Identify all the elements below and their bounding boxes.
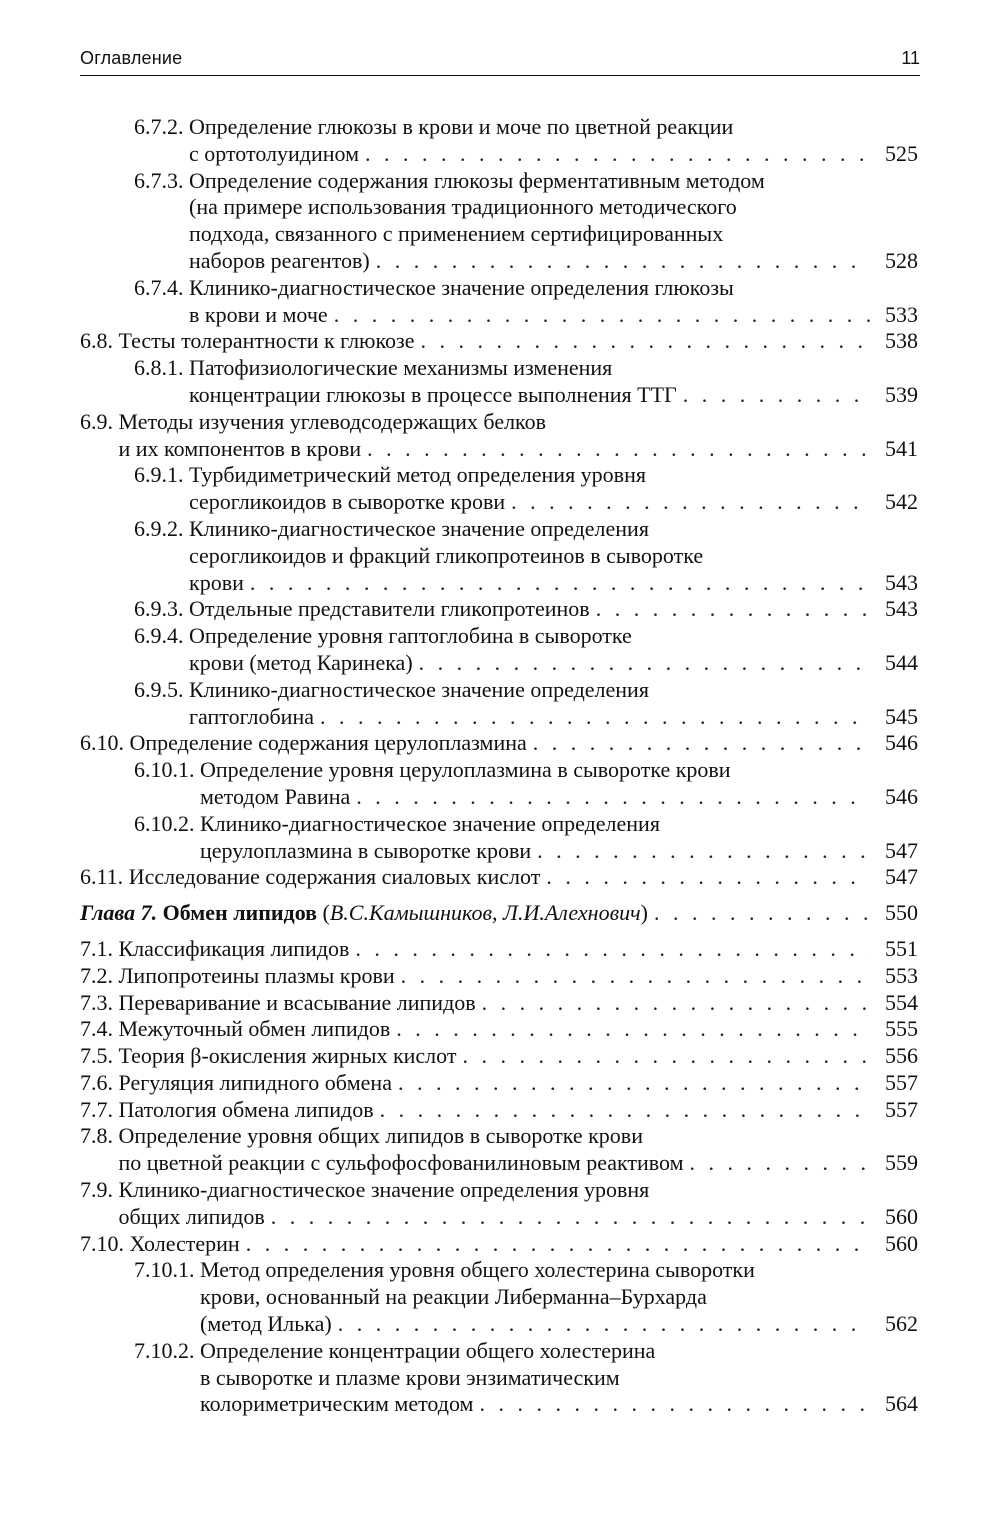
dot-leader (355, 936, 870, 963)
toc-entry-text (189, 114, 918, 168)
toc-entry-number: 7.5. (80, 1043, 113, 1069)
toc-entry (80, 355, 918, 409)
toc-entry-line-text: Теория β-окисления жирных кислот (118, 1043, 457, 1069)
toc-entry-line: в сыворотке и плазме крови энзиматическим (200, 1364, 620, 1390)
toc-entry-number: 6.8.1. (134, 355, 184, 381)
dot-leader (482, 990, 870, 1017)
toc-entry (80, 730, 918, 757)
toc-entry-number: 7.8. (80, 1123, 113, 1149)
toc-entry-line-text: крови (189, 569, 244, 595)
toc-page-number: 533 (885, 301, 918, 327)
toc-entry-line (119, 1150, 919, 1177)
dot-leader (320, 704, 870, 731)
dot-leader (683, 382, 870, 409)
toc-entry-line (189, 141, 918, 168)
toc-entry-line: Метод определения уровня общего холестерина сыворотки (200, 1257, 755, 1283)
chapter-authors: В.С.Камышников, Л.И.Алехнович (329, 900, 641, 926)
dot-leader (401, 963, 870, 990)
dot-leader (365, 141, 870, 168)
toc-page-number: 556 (885, 1043, 918, 1069)
toc-entry-line-text: Регуляция липидного обмена (118, 1069, 392, 1095)
toc-entry-line-text: с ортотолуидином (189, 140, 360, 166)
toc-entry-line-text: общих липидов (118, 1203, 265, 1229)
toc-entry-number: 7.1. (80, 935, 113, 961)
toc-page-number: 543 (885, 596, 918, 622)
toc-entry-number: 6.10.1. (134, 757, 195, 783)
toc-entry-number: 6.7.3. (134, 167, 184, 193)
toc-entry-line (130, 730, 919, 757)
toc-entry (80, 811, 918, 865)
dot-leader (419, 650, 870, 677)
toc-page-number: 525 (885, 140, 918, 166)
toc-entry-number: 6.8. (80, 328, 113, 354)
dot-leader (250, 570, 870, 597)
toc-entry-text (189, 623, 918, 677)
toc-entry-number: 6.7.4. (134, 274, 184, 300)
toc-page-number: 560 (885, 1230, 918, 1256)
toc-entry-text (189, 596, 918, 623)
toc-entry-line: Клинико-диагностическое значение определения уровня (118, 1177, 650, 1203)
toc-entry (80, 900, 918, 927)
toc-entry (80, 1016, 918, 1043)
chapter-authors-close: ) (640, 900, 648, 926)
toc-entry-line: Патофизиологические механизмы изменения (189, 355, 613, 381)
toc-entry-number: 7.3. (80, 989, 113, 1015)
toc-entry (80, 168, 918, 275)
toc-entry-number: 6.9.2. (134, 515, 184, 541)
toc-entry-line (189, 596, 918, 623)
toc-entry (80, 1070, 918, 1097)
toc-entry-text (119, 1070, 919, 1097)
page-number: 11 (901, 48, 920, 68)
chapter-label: Глава 7. (80, 900, 158, 926)
toc-entry-line-text: Липопротеины плазмы крови (118, 962, 395, 988)
toc-page-number: 555 (885, 1016, 918, 1042)
toc-entry-line: Определение содержания глюкозы ферментативным методом (189, 167, 765, 193)
toc-entry-number: 6.10. (80, 730, 124, 756)
toc-entry (80, 462, 918, 516)
toc-entry-line: Клинико-диагностическое значение определения глюкозы (189, 274, 734, 300)
toc-entry-line-text: крови (метод Каринека) (189, 649, 413, 675)
toc-entry-text (130, 730, 919, 757)
toc-entry-number: 6.10.2. (134, 810, 195, 836)
dot-leader (537, 838, 870, 865)
toc-entry (80, 757, 918, 811)
dot-leader (338, 1311, 870, 1338)
toc-entry-line-text: Тесты толерантности к глюкозе (118, 328, 415, 354)
toc-entry-text (119, 936, 919, 963)
dot-leader (334, 302, 870, 329)
toc-entry-line-text: колориметрическим методом (200, 1391, 474, 1417)
chapter-authors-open: ( (322, 900, 330, 926)
toc-entry-line: (на примере использования традиционного методического (189, 194, 737, 220)
toc-page-number: 543 (885, 569, 918, 595)
toc-entry-text (129, 864, 918, 891)
toc-entry-line-text: наборов реагентов) (189, 247, 370, 273)
toc-entry-line (189, 570, 918, 597)
toc-entry (80, 1257, 918, 1337)
toc-entry-line (200, 838, 918, 865)
toc-entry-line: Определение уровня церулоплазмина в сыворотке крови (200, 757, 731, 783)
toc-entry-number: 6.9.1. (134, 462, 184, 488)
toc-entry-text (119, 1016, 919, 1043)
toc-page-number: 559 (885, 1150, 918, 1176)
toc-entry (80, 677, 918, 731)
toc-page-number: 541 (885, 435, 918, 461)
toc-entry-line (119, 990, 919, 1017)
toc-entry-text (119, 1177, 919, 1231)
dot-leader (462, 1043, 870, 1070)
page-header (80, 40, 920, 72)
toc-page-number: 551 (885, 935, 918, 961)
toc-page-number: 539 (885, 381, 918, 407)
toc-entry-text (189, 516, 918, 596)
toc-entry-text (119, 1043, 919, 1070)
toc-entry-line: Клинико-диагностическое значение определения (200, 810, 660, 836)
toc-entry-line: Турбидиметрический метод определения уровня (189, 462, 646, 488)
toc-entry-line (119, 1070, 919, 1097)
table-of-contents (80, 114, 918, 1418)
toc-page-number: 550 (885, 900, 918, 926)
toc-page-number: 528 (885, 247, 918, 273)
toc-entry-number: 6.9.5. (134, 676, 184, 702)
toc-entry-text (130, 1231, 919, 1258)
toc-entry-text (189, 462, 918, 516)
toc-entry (80, 1123, 918, 1177)
toc-page-number: 553 (885, 962, 918, 988)
toc-page-number: 547 (885, 864, 918, 890)
toc-entry-line (119, 936, 919, 963)
toc-entry (80, 516, 918, 596)
toc-entry-line: Определение уровня гаптоглобина в сыворотке (189, 623, 632, 649)
toc-entry-number: 7.7. (80, 1096, 113, 1122)
toc-entry-text (119, 1097, 919, 1124)
toc-entry (80, 936, 918, 963)
toc-entry (80, 963, 918, 990)
dot-leader (367, 436, 870, 463)
toc-entry-number: 7.9. (80, 1177, 113, 1203)
toc-entry-line-text: гаптоглобина (189, 703, 314, 729)
toc-entry-text (189, 275, 918, 329)
toc-entry-line-text: серогликоидов в сыворотке крови (189, 489, 506, 515)
toc-entry-line (130, 1231, 919, 1258)
toc-entry-text (119, 963, 919, 990)
toc-entry-number: 6.11. (80, 864, 124, 890)
toc-entry-line (119, 963, 919, 990)
dot-leader (546, 864, 870, 891)
toc-entry (80, 328, 918, 355)
toc-page-number: 564 (885, 1391, 918, 1417)
toc-page-number: 557 (885, 1069, 918, 1095)
toc-entry (80, 1097, 918, 1124)
toc-entry-line (189, 704, 918, 731)
toc-entry-line (189, 382, 918, 409)
dot-leader (479, 1391, 870, 1418)
toc-entry-line-text: Отдельные представители гликопротеинов (189, 596, 590, 622)
dot-leader (654, 900, 870, 927)
toc-page-number: 562 (885, 1311, 918, 1337)
toc-page-number: 538 (885, 328, 918, 354)
toc-entry-line: Определение концентрации общего холестерина (200, 1337, 656, 1363)
toc-entry-line: Определение уровня общих липидов в сыворотке крови (118, 1123, 643, 1149)
toc-entry-line-text: (метод Илька) (200, 1311, 332, 1337)
chapter-heading (80, 900, 648, 927)
toc-entry-number: 7.10.1. (134, 1257, 195, 1283)
header-rule (80, 75, 920, 76)
toc-entry-number: 6.9.4. (134, 623, 184, 649)
toc-entry-line: Клинико-диагностическое значение определения (189, 515, 649, 541)
toc-entry-number: 7.6. (80, 1069, 113, 1095)
toc-entry-text (119, 328, 919, 355)
toc-entry-line (119, 1043, 919, 1070)
toc-entry-line: крови, основанный на реакции Либерманна–Бурхарда (200, 1284, 707, 1310)
dot-leader (380, 1097, 870, 1124)
toc-entry-line-text: методом Равина (200, 783, 351, 809)
toc-entry-line (200, 784, 918, 811)
toc-entry (80, 864, 918, 891)
toc-page-number: 547 (885, 837, 918, 863)
toc-entry-line (129, 864, 918, 891)
toc-entry-text (200, 1257, 918, 1337)
dot-leader (596, 596, 870, 623)
toc-page-number: 542 (885, 489, 918, 515)
toc-entry-line-text: Патология обмена липидов (118, 1096, 374, 1122)
toc-entry-line: Клинико-диагностическое значение определения (189, 676, 649, 702)
toc-entry-line (119, 328, 919, 355)
toc-entry-text (189, 677, 918, 731)
toc-page-number: 554 (885, 989, 918, 1015)
running-header-title: Оглавление (80, 48, 183, 68)
toc-entry-line (119, 1204, 919, 1231)
toc-entry (80, 623, 918, 677)
dot-leader (398, 1070, 870, 1097)
toc-entry-line-text: Исследование содержания сиаловых кислот (128, 864, 541, 890)
dot-leader (421, 328, 870, 355)
toc-entry (80, 114, 918, 168)
toc-entry-text (189, 355, 918, 409)
toc-entry (80, 1043, 918, 1070)
dot-leader (396, 1016, 870, 1043)
toc-entry-line-text: в крови и моче (189, 301, 328, 327)
toc-entry-line (119, 436, 919, 463)
toc-entry-line: серогликоидов и фракций гликопротеинов в сыворотке (189, 542, 704, 568)
toc-entry-number: 6.9. (80, 408, 113, 434)
toc-entry-line-text: Переваривание и всасывание липидов (118, 989, 476, 1015)
toc-entry (80, 409, 918, 463)
toc-entry-text (200, 811, 918, 865)
toc-entry-line-text: Холестерин (129, 1230, 240, 1256)
toc-entry-line-text: и их компонентов в крови (118, 435, 362, 461)
toc-entry-line (189, 248, 918, 275)
toc-entry-number: 7.10. (80, 1230, 124, 1256)
toc-entry (80, 1231, 918, 1258)
toc-entry-line (200, 1391, 918, 1418)
toc-page-number: 546 (885, 783, 918, 809)
toc-entry (80, 596, 918, 623)
toc-page-number: 557 (885, 1096, 918, 1122)
toc-entry-line-text: церулоплазмина в сыворотке крови (200, 837, 532, 863)
chapter-title: Обмен липидов (162, 900, 318, 926)
dot-leader (511, 489, 870, 516)
toc-entry-line: Методы изучения углеводсодержащих белков (118, 408, 547, 434)
dot-leader (246, 1231, 870, 1258)
toc-entry (80, 1177, 918, 1231)
toc-entry-line (80, 900, 918, 927)
dot-leader (533, 730, 870, 757)
toc-entry-number: 7.10.2. (134, 1337, 195, 1363)
toc-page-number: 546 (885, 730, 918, 756)
toc-entry-line (189, 650, 918, 677)
toc-entry-number: 6.9.3. (134, 596, 184, 622)
dot-leader (356, 784, 870, 811)
toc-entry-line-text: Классификация липидов (118, 935, 350, 961)
toc-entry-line: Определение глюкозы в крови и моче по цветной реакции (189, 114, 734, 139)
toc-entry-line (119, 1097, 919, 1124)
toc-entry-line: подхода, связанного с применением сертифицированных (189, 221, 724, 247)
dot-leader (271, 1204, 870, 1231)
toc-entry-line-text: концентрации глюкозы в процессе выполнения ТТГ (189, 381, 677, 407)
toc-entry-text (119, 1123, 919, 1177)
toc-entry-line (189, 489, 918, 516)
toc-entry-text (119, 990, 919, 1017)
toc-entry-line (189, 302, 918, 329)
toc-page-number: 560 (885, 1203, 918, 1229)
toc-entry (80, 275, 918, 329)
toc-page-number: 544 (885, 649, 918, 675)
toc-entry-number: 7.2. (80, 962, 113, 988)
toc-entry-number: 7.4. (80, 1016, 113, 1042)
dot-leader (376, 248, 870, 275)
toc-entry-text (119, 409, 919, 463)
toc-entry-line-text: Определение содержания церулоплазмина (129, 730, 527, 756)
toc-entry (80, 1338, 918, 1418)
toc-entry-text (80, 900, 918, 927)
toc-entry-line-text: по цветной реакции с сульфофосфованилиновым реактивом (118, 1150, 684, 1176)
toc-entry-line (200, 1311, 918, 1338)
toc-entry-number: 6.7.2. (134, 114, 184, 139)
toc-entry-text (189, 168, 918, 275)
dot-leader (690, 1150, 870, 1177)
toc-entry-line (119, 1016, 919, 1043)
toc-page-number: 545 (885, 703, 918, 729)
toc-entry-line-text: Межуточный обмен липидов (118, 1016, 391, 1042)
toc-entry-text (200, 1338, 918, 1418)
toc-entry-text (200, 757, 918, 811)
toc-entry (80, 990, 918, 1017)
